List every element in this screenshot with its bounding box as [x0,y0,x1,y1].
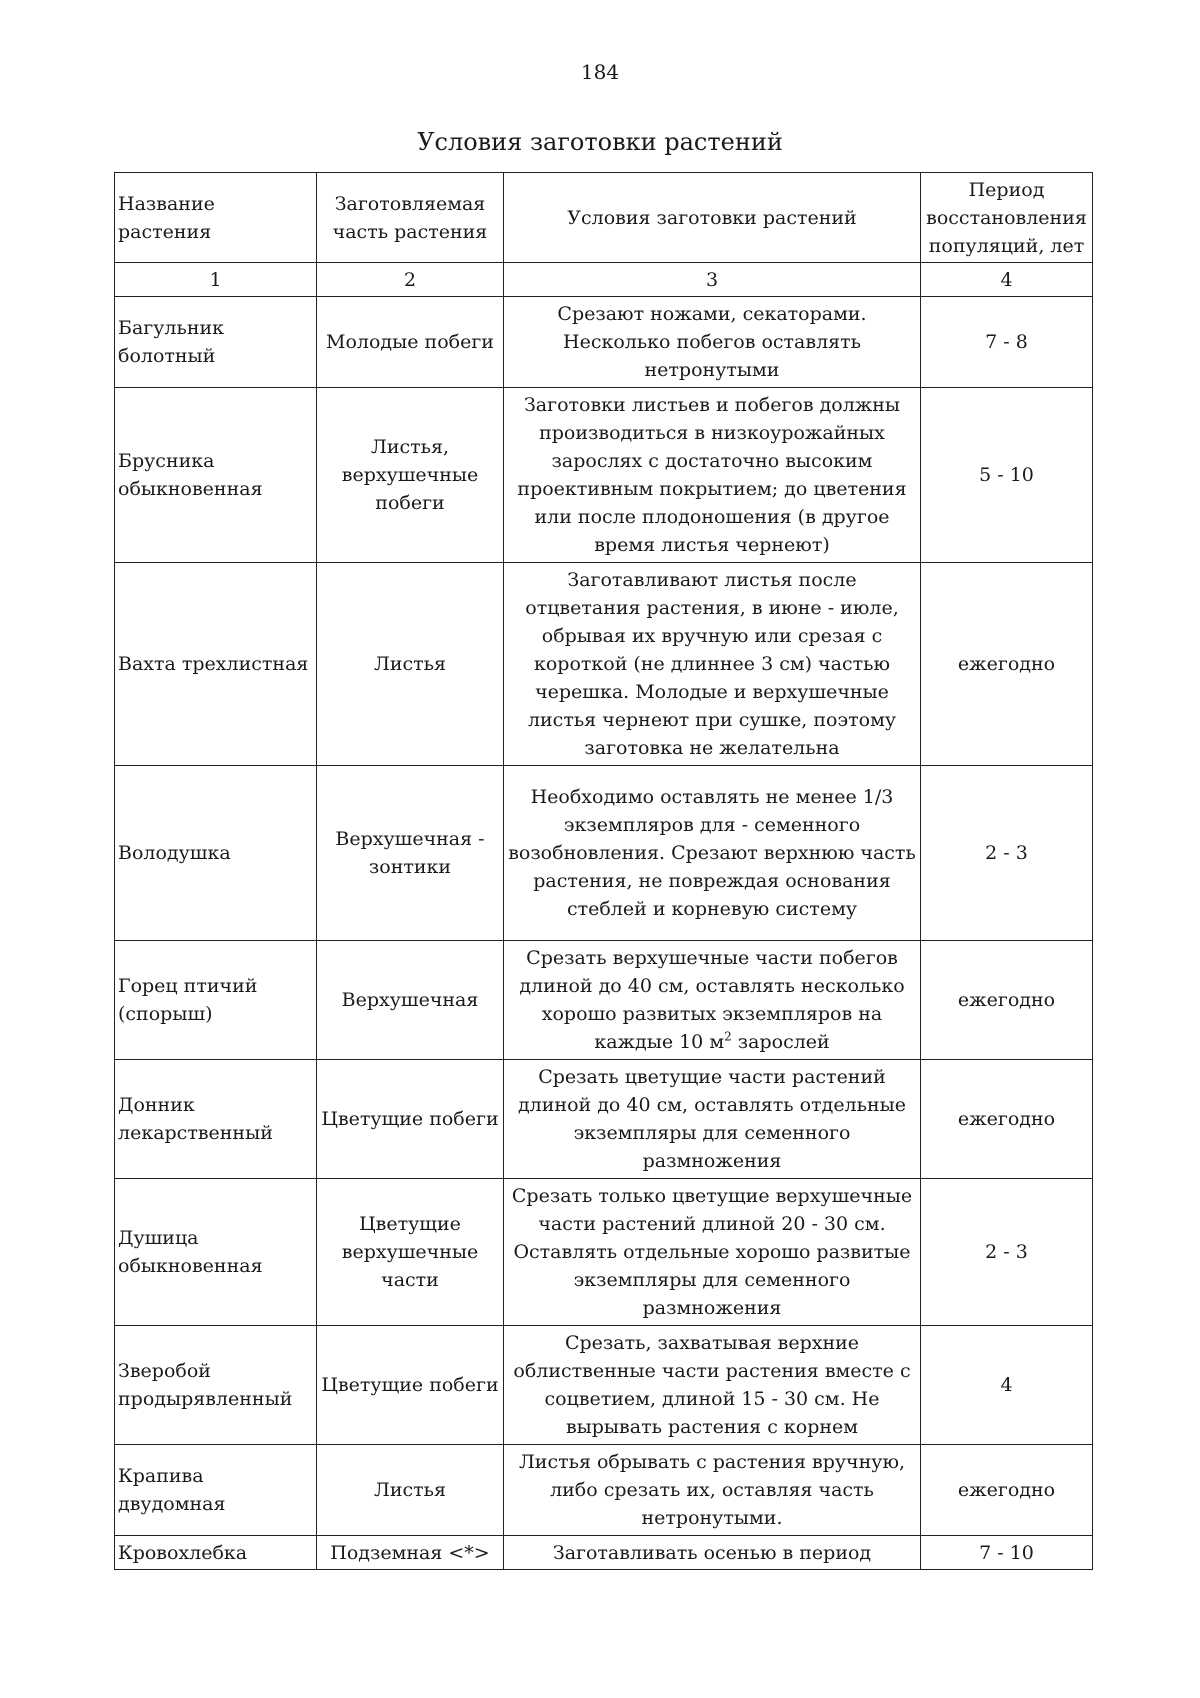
plant-name: Душица обыкновенная [115,1179,317,1326]
column-number: 4 [921,263,1093,297]
table-header-row [115,173,1093,263]
page-number: 184 [580,60,620,84]
harvest-conditions: Заготавливать осенью в период [504,1536,921,1570]
plant-name: Вахта трехлистная [115,563,317,766]
column-number-row [115,263,1093,297]
harvested-part: Цветущие побеги [317,1060,504,1179]
table-row [115,388,1093,563]
square-superscript: 2 [724,1029,732,1044]
harvest-conditions: Срезать только цветущие верхушечные части растений длиной 20 - 30 см. Оставлять отдельные хорошо развитые экземпляры для семенного размножения [504,1179,921,1326]
column-number: 3 [504,263,921,297]
table-row [115,1179,1093,1326]
harvest-conditions [504,941,921,1060]
harvested-part: Верхушечная - зонтики [317,766,504,941]
recovery-period: 5 - 10 [921,388,1093,563]
column-number: 2 [317,263,504,297]
harvest-conditions: Заготовки листьев и побегов должны производиться в низкоурожайных зарослях с достаточно высоким проективным покрытием; до цветения или после плодоношения (в другое время листья чернеют) [504,388,921,563]
recovery-period: 7 - 10 [921,1536,1093,1570]
plant-name: Володушка [115,766,317,941]
column-header-plant-name: Название растения [115,173,317,263]
recovery-period: 2 - 3 [921,766,1093,941]
harvested-part: Подземная <*> [317,1536,504,1570]
harvest-conditions: Необходимо оставлять не менее 1/3 экземпляров для - семенного возобновления. Срезают верхнюю часть растения, не повреждая основания стеблей и корневую систему [504,766,921,941]
table-row [115,297,1093,388]
plant-name: Кровохлебка [115,1536,317,1570]
column-header-harvested-part: Заготовляемая часть растения [317,173,504,263]
harvested-part: Листья [317,1445,504,1536]
harvest-conditions-text: Срезать верхушечные части побегов длиной до 40 см, оставлять несколько хорошо развитых экземпляров на каждые 10 м [519,947,905,1053]
column-header-conditions: Условия заготовки растений [504,173,921,263]
harvest-conditions-table [114,172,1093,1570]
plant-name: Брусника обыкновенная [115,388,317,563]
recovery-period: ежегодно [921,941,1093,1060]
table-row [115,1060,1093,1179]
plant-name: Донник лекарственный [115,1060,317,1179]
column-number: 1 [115,263,317,297]
harvest-conditions: Срезают ножами, секаторами. Несколько побегов оставлять нетронутыми [504,297,921,388]
table-row [115,941,1093,1060]
table-row [115,1326,1093,1445]
recovery-period: 2 - 3 [921,1179,1093,1326]
plant-name: Багульник болотный [115,297,317,388]
table-row [115,1445,1093,1536]
plant-name: Зверобой продырявленный [115,1326,317,1445]
page-title: Условия заготовки растений [417,128,783,156]
table-row [115,563,1093,766]
harvested-part: Цветущие побеги [317,1326,504,1445]
harvested-part: Листья, верхушечные побеги [317,388,504,563]
plant-name: Крапива двудомная [115,1445,317,1536]
table-row [115,766,1093,941]
recovery-period: ежегодно [921,563,1093,766]
harvest-conditions: Срезать цветущие части растений длиной до 40 см, оставлять отдельные экземпляры для семенного размножения [504,1060,921,1179]
column-header-recovery-period: Период восстановления популяций, лет [921,173,1093,263]
harvested-part: Цветущие верхушечные части [317,1179,504,1326]
table-row [115,1536,1093,1570]
harvested-part: Листья [317,563,504,766]
harvest-conditions: Заготавливают листья после отцветания растения, в июне - июле, обрывая их вручную или срезая с короткой (не длиннее 3 см) частью черешка. Молодые и верхушечные листья чернеют при сушке, поэтому заготовка не желательна [504,563,921,766]
recovery-period: 4 [921,1326,1093,1445]
harvested-part: Верхушечная [317,941,504,1060]
recovery-period: ежегодно [921,1445,1093,1536]
harvest-conditions-tail: зарослей [731,1031,830,1053]
harvest-conditions: Листья обрывать с растения вручную, либо срезать их, оставляя часть нетронутыми. [504,1445,921,1536]
recovery-period: 7 - 8 [921,297,1093,388]
harvest-conditions: Срезать, захватывая верхние облиственные части растения вместе с соцветием, длиной 15 - 30 см. Не вырывать растения с корнем [504,1326,921,1445]
plant-name: Горец птичий (спорыш) [115,941,317,1060]
recovery-period: ежегодно [921,1060,1093,1179]
harvested-part: Молодые побеги [317,297,504,388]
